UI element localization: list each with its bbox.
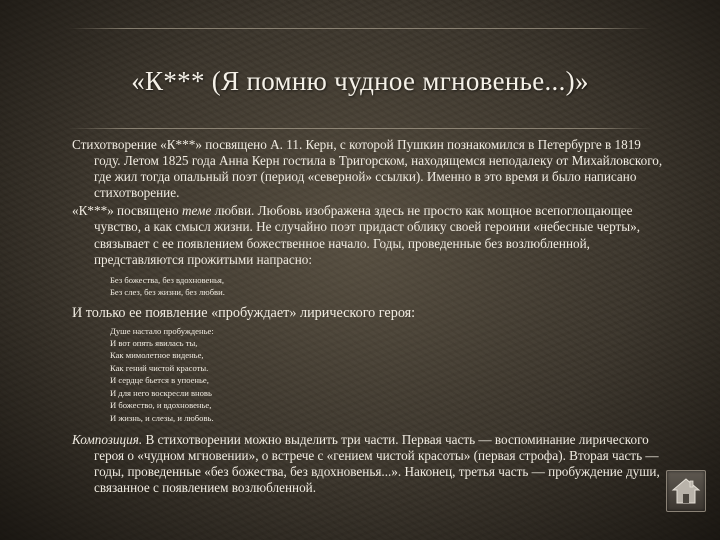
quote-block-2 bbox=[110, 325, 670, 424]
quote-line: Без слез, без жизни, без любви. bbox=[110, 287, 225, 298]
quote-line: И жизнь, и слезы, и любовь. bbox=[110, 412, 214, 423]
quote-line: И божество, и вдохновенье, bbox=[110, 400, 212, 411]
theme-text-rest: любви. Любовь изображена здесь не просто как мощное всепоглощающее чувство, а как смысл жизни. Не случайно поэт придаст облику своей героини «небесные черты», связывает с ее появлением божественное начало. Годы, проведенные без возлюбленной, представляются прожитыми напрасно: bbox=[94, 203, 640, 267]
quote-line: Душе настало пробужденье: bbox=[110, 325, 214, 336]
quote-line: Как мимолетное виденье, bbox=[110, 350, 204, 361]
paragraph-composition bbox=[72, 432, 670, 496]
slide-title: «К*** (Я помню чудное мгновенье...)» bbox=[131, 66, 589, 96]
quote-line: И вот опять явилась ты, bbox=[110, 338, 198, 349]
home-icon bbox=[671, 476, 701, 506]
quote-block-1 bbox=[110, 274, 670, 299]
title-divider bbox=[68, 128, 652, 129]
paragraph-awakening: И только ее появление «пробуждает» лирического героя: bbox=[72, 304, 416, 321]
theme-emphasis: теме bbox=[181, 203, 212, 219]
paragraph-theme bbox=[72, 203, 670, 267]
top-divider bbox=[68, 28, 652, 29]
slide-content bbox=[72, 137, 670, 498]
quote-line: Без божества, без вдохновенья, bbox=[110, 274, 224, 285]
quote-line: И сердце бьется в упоенье, bbox=[110, 375, 209, 386]
paragraph-intro: Стихотворение «К***» посвящено А. 11. Керн, с которой Пушкин познакомился в Петербурге в 1819 году. Летом 1825 года Анна Керн гостила в Тригорском, находящемся неподалеку от Михайловского, где жил тогда опальный поэт (период «северной» ссылки). Именно в это время и было написано стихотворение. bbox=[72, 137, 663, 201]
quote-line: Как гений чистой красоты. bbox=[110, 362, 209, 373]
composition-label: Композиция. bbox=[72, 431, 143, 447]
home-button[interactable] bbox=[666, 470, 706, 512]
theme-text-start: «К***» посвящено bbox=[72, 203, 182, 219]
quote-line: И для него воскресли вновь bbox=[110, 387, 212, 398]
composition-text: В стихотворении можно выделить три части. Первая часть — воспоминание лирического героя о «чудном мгновении», о встрече с «гением чистой красоты» (первая строфа). Вторая часть — годы, проведенные «без божества, без вдохновенья...». Наконец, третья часть — пробуждение души, связанное с появлением возлюбленной. bbox=[94, 431, 660, 496]
